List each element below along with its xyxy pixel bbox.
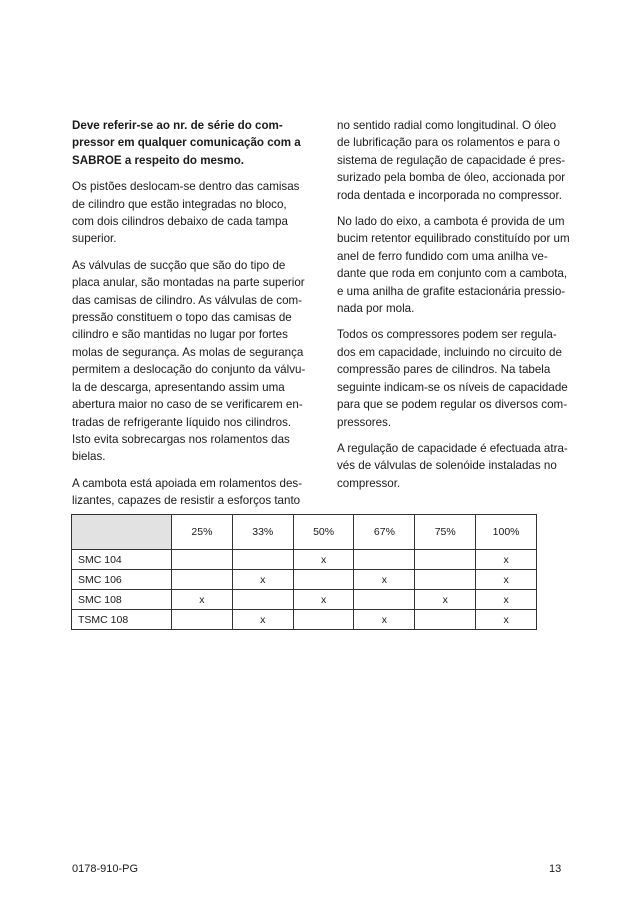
text-line: lizantes, capazes de resistir a esforços tanto: [72, 494, 301, 508]
right-column-paragraph: [337, 440, 577, 492]
text-line: As válvulas de sucção que são do tipo de: [72, 258, 286, 272]
model-cell: SMC 104: [72, 550, 172, 570]
text-line: compressão pares de cilindros. Na tabela: [337, 363, 551, 377]
text-line: de lubrificação para os rolamentos e para o: [337, 136, 560, 150]
text-line: placa anular, são montadas na parte superior: [72, 276, 305, 290]
capacity-header-cell: 50%: [293, 515, 354, 550]
text-line: Todos os compressores podem ser regula-: [337, 328, 557, 342]
table-row: [72, 590, 537, 610]
capacity-cell: x: [232, 570, 293, 590]
left-column: [72, 117, 318, 519]
text-line: roda dentada e incorporada no compressor.: [337, 188, 562, 202]
capacity-header-cell: 33%: [232, 515, 293, 550]
capacity-cell: [415, 550, 476, 570]
text-line: nada por mola.: [337, 302, 415, 316]
text-line: superior.: [72, 232, 117, 246]
capacity-cell: x: [293, 590, 354, 610]
left-column-paragraph: [72, 475, 318, 510]
capacity-header-cell: 100%: [476, 515, 537, 550]
capacity-table-body: [72, 550, 537, 630]
text-line: de cilindro que estão integradas no bloco,: [72, 197, 287, 211]
capacity-cell: x: [476, 610, 537, 630]
text-line: SABROE a respeito do mesmo.: [72, 153, 245, 167]
left-column-paragraph: [72, 117, 318, 169]
text-line: vés de válvulas de solenóide instaladas no: [337, 459, 557, 473]
text-line: pressores.: [337, 415, 392, 429]
capacity-cell: [172, 570, 233, 590]
capacity-cell: [415, 610, 476, 630]
text-line: e uma anilha de grafite estacionária pressio-: [337, 284, 566, 298]
text-line: cilindro e são mantidas no lugar por fortes: [72, 328, 288, 342]
page-number: 13: [549, 863, 562, 875]
table-row: [72, 610, 537, 630]
text-line: Isto evita sobrecargas nos rolamentos das: [72, 432, 290, 446]
model-cell: SMC 108: [72, 590, 172, 610]
capacity-cell: [293, 610, 354, 630]
capacity-cell: x: [232, 610, 293, 630]
text-line: com dois cilindros debaixo de cada tampa: [72, 215, 288, 229]
capacity-header-cell: 67%: [354, 515, 415, 550]
text-line: A regulação de capacidade é efectuada atra-: [337, 441, 568, 455]
table-row: [72, 550, 537, 570]
left-column-paragraph: [72, 178, 318, 248]
document-number: 0178-910-PG: [72, 863, 139, 875]
text-line: No lado do eixo, a cambota é provida de um: [337, 215, 565, 229]
text-line: Deve referir-se ao nr. de série do com-: [72, 119, 283, 132]
text-line: dante que roda em conjunto com a cambota,: [337, 267, 568, 281]
capacity-header-cell: 25%: [172, 515, 233, 550]
text-line: bucim retentor equilibrado constituído por um: [337, 232, 570, 246]
right-column-paragraph: [337, 326, 577, 430]
text-line: sistema de regulação de capacidade é pres-: [337, 153, 566, 167]
text-line: compressor.: [337, 476, 401, 490]
header-row: [72, 515, 537, 550]
text-line: seguinte indicam-se os níveis de capacidade: [337, 380, 568, 394]
model-cell: TSMC 108: [72, 610, 172, 630]
capacity-cell: [354, 550, 415, 570]
text-line: A cambota está apoiada em rolamentos des-: [72, 476, 303, 490]
capacity-cell: [354, 590, 415, 610]
table-row: [72, 570, 537, 590]
text-line: anel de ferro fundido com uma anilha ve-: [337, 249, 548, 263]
text-line: pressão constituem o topo das camisas de: [72, 311, 292, 325]
right-column-paragraph: [337, 117, 577, 204]
right-column-paragraph: [337, 213, 577, 317]
model-cell: SMC 106: [72, 570, 172, 590]
text-line: Os pistões deslocam-se dentro das camisas: [72, 180, 300, 194]
capacity-cell: [172, 610, 233, 630]
text-line: pressor em qualquer comunicação com a: [72, 136, 301, 150]
text-line: permitem a deslocação do conjunto da válvu-: [72, 363, 306, 377]
text-line: das camisas de cilindro. As válvulas de com-: [72, 293, 303, 307]
capacity-cell: [232, 590, 293, 610]
capacity-table-header: [72, 515, 537, 550]
capacity-cell: x: [476, 570, 537, 590]
capacity-cell: x: [415, 590, 476, 610]
text-line: molas de segurança. As molas de segurança: [72, 345, 304, 359]
right-column: [337, 117, 577, 501]
capacity-cell: [232, 550, 293, 570]
text-line: no sentido radial como longitudinal. O óleo: [337, 119, 557, 132]
header-corner-cell: [72, 515, 172, 550]
text-line: dos em capacidade, incluindo no circuito de: [337, 345, 562, 359]
capacity-table: [71, 514, 537, 630]
text-line: surizado pela bomba de óleo, accionada por: [337, 171, 566, 185]
text-line: abertura maior no caso de se verificarem en-: [72, 398, 303, 412]
capacity-cell: x: [476, 550, 537, 570]
text-line: tradas de refrigerante líquido nos cilindros.: [72, 415, 292, 429]
text-line: para que se podem regular os diversos com-: [337, 398, 568, 412]
capacity-header-cell: 75%: [415, 515, 476, 550]
capacity-cell: x: [172, 590, 233, 610]
capacity-cell: [415, 570, 476, 590]
capacity-cell: x: [476, 590, 537, 610]
text-line: bielas.: [72, 450, 106, 464]
capacity-cell: x: [354, 610, 415, 630]
capacity-cell: [172, 550, 233, 570]
text-line: la de descarga, apresentando assim uma: [72, 380, 285, 394]
capacity-cell: x: [293, 550, 354, 570]
capacity-cell: [293, 570, 354, 590]
capacity-cell: x: [354, 570, 415, 590]
left-column-paragraph: [72, 257, 318, 466]
